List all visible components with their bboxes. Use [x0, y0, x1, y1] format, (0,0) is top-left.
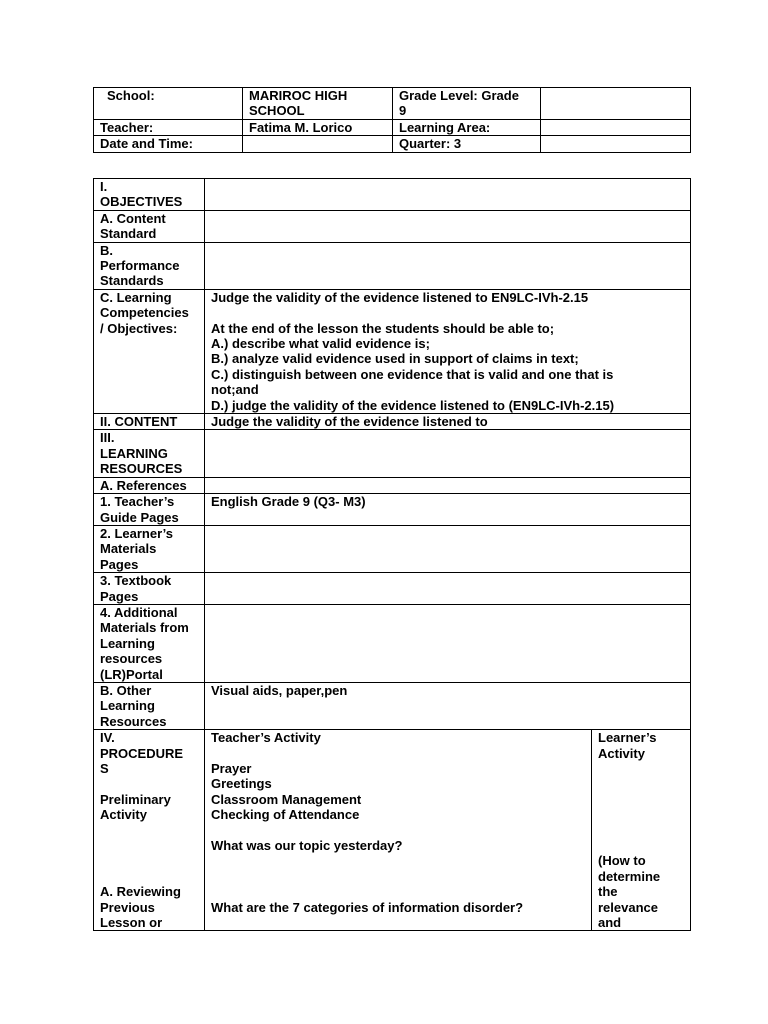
spacer [211, 853, 585, 868]
school-value-cell [243, 88, 393, 120]
learner-activity-heading: Activity [598, 745, 645, 761]
table-row [94, 414, 691, 430]
content-value-cell [205, 414, 691, 430]
table-row [94, 604, 691, 682]
learning-resources-label-cell [94, 430, 205, 477]
teacher-activity-question: What are the 7 categories of information disorder? [211, 899, 524, 915]
competencies-label-line: Competencies [100, 305, 189, 321]
preliminary-label-line: Activity [100, 807, 147, 823]
content-standard-value-cell [205, 210, 691, 242]
spacer [100, 869, 198, 884]
performance-standards-label-line: B. [100, 242, 113, 258]
spacer [211, 823, 585, 838]
learners-materials-value-cell [205, 525, 691, 572]
spacer [100, 823, 198, 838]
spacer [598, 792, 684, 807]
teachers-guide-label-line: 1. Teacher’s [100, 494, 175, 510]
table-row [94, 289, 691, 413]
textbook-pages-label-line: 3. Textbook [100, 573, 172, 589]
learner-activity-heading: Learner’s [598, 730, 657, 746]
learner-activity-answer: and [598, 914, 622, 930]
objectives-label-line: I. [100, 179, 108, 194]
learners-materials-label-line: Pages [100, 556, 139, 572]
content-standard-label-line: A. Content [100, 210, 166, 226]
performance-standards-label-cell [94, 242, 205, 289]
other-resources-value-cell [205, 682, 691, 729]
content-label: II. CONTENT [100, 414, 178, 430]
table-row [94, 430, 691, 477]
table-row [94, 494, 691, 526]
performance-standards-label-line: Performance [100, 258, 180, 274]
content-label-cell [94, 414, 205, 430]
references-label-cell [94, 477, 205, 493]
learners-materials-label-cell [94, 525, 205, 572]
table-row [94, 682, 691, 729]
competency-line: D.) judge the validity of the evidence listened to (EN9LC-IVh-2.15) [211, 397, 615, 413]
spacer [100, 853, 198, 868]
references-label: A. References [100, 477, 187, 493]
learning-area-cell [393, 120, 541, 136]
learning-resources-label-line: III. [100, 430, 115, 446]
learner-activity-cell [592, 730, 691, 931]
textbook-pages-label-line: Pages [100, 588, 139, 604]
header-blank-cell [541, 136, 691, 152]
school-value-line-1: MARIROC HIGH [249, 88, 348, 103]
other-resources-value: Visual aids, paper,pen [211, 682, 348, 698]
quarter-label: Quarter: 3 [399, 136, 462, 152]
learner-activity-answer: determine [598, 868, 661, 884]
learner-activity-answer: relevance [598, 899, 658, 915]
teacher-value-cell [243, 120, 393, 136]
competencies-label-line: C. Learning [100, 289, 172, 305]
content-value: Judge the validity of the evidence listened to [211, 414, 488, 430]
teacher-value: Fatima M. Lorico [249, 120, 353, 135]
learner-activity-answer: (How to [598, 853, 646, 869]
spacer [211, 884, 585, 899]
header-blank-cell [541, 120, 691, 136]
learning-resources-label-line: LEARNING [100, 445, 168, 461]
teachers-guide-value: English Grade 9 (Q3- M3) [211, 494, 366, 510]
date-time-label: Date and Time: [100, 136, 193, 152]
learners-materials-label-line: Materials [100, 541, 157, 557]
competencies-value-cell [205, 289, 691, 413]
content-standard-label-line: Standard [100, 226, 157, 242]
competency-line: B.) analyze valid evidence used in support of claims in text; [211, 351, 579, 367]
teachers-guide-label-cell [94, 494, 205, 526]
performance-standards-label-line: Standards [100, 273, 164, 289]
other-resources-label-line: B. Other [100, 682, 152, 698]
teacher-activity-cell [205, 730, 592, 931]
teacher-activity-item: Classroom Management [211, 791, 362, 807]
table-row [94, 477, 691, 493]
teacher-activity-question: What was our topic yesterday? [211, 838, 403, 854]
spacer [100, 776, 198, 791]
content-standard-label-cell [94, 210, 205, 242]
teacher-activity-item: Checking of Attendance [211, 807, 360, 823]
additional-materials-label-line: resources [100, 651, 163, 667]
additional-materials-label-line: 4. Additional [100, 604, 178, 620]
table-row [94, 242, 691, 289]
spacer [211, 869, 585, 884]
procedures-label-line: S [100, 761, 109, 777]
teacher-label-cell [94, 120, 243, 136]
references-value-cell [205, 477, 691, 493]
table-row [94, 730, 691, 931]
school-value-line-2: SCHOOL [249, 103, 305, 119]
competencies-label-cell [94, 289, 205, 413]
competency-line: C.) distinguish between one evidence that is valid and one that is [211, 366, 614, 382]
objectives-label-cell [94, 179, 205, 211]
objectives-label-line: OBJECTIVES [100, 194, 183, 210]
date-time-value-cell [243, 136, 393, 152]
procedures-label-line: IV. [100, 730, 115, 746]
reviewing-label-line: A. Reviewing [100, 884, 181, 900]
spacer [598, 823, 684, 838]
other-resources-label-cell [94, 682, 205, 729]
learning-resources-value-cell [205, 430, 691, 477]
additional-materials-label-line: Materials from [100, 620, 189, 636]
lesson-plan-table [93, 178, 691, 931]
teacher-activity-heading: Teacher’s Activity [211, 730, 321, 746]
table-row [94, 573, 691, 605]
grade-level-cell [393, 88, 541, 120]
teachers-guide-label-line: Guide Pages [100, 509, 179, 525]
teacher-activity-item: Greetings [211, 776, 272, 792]
spacer [598, 776, 684, 791]
competency-line: At the end of the lesson the students should be able to; [211, 320, 555, 336]
spacer [211, 305, 684, 320]
procedures-label-line: PROCEDURE [100, 745, 184, 761]
competency-line: A.) describe what valid evidence is; [211, 336, 430, 352]
quarter-cell [393, 136, 541, 152]
table-row [94, 179, 691, 211]
procedures-label-cell [94, 730, 205, 931]
teacher-activity-item: Prayer [211, 761, 252, 776]
preliminary-label-line: Preliminary [100, 791, 171, 807]
additional-materials-value-cell [205, 604, 691, 682]
table-row [94, 210, 691, 242]
additional-materials-label-cell [94, 604, 205, 682]
learning-resources-label-line: RESOURCES [100, 461, 183, 477]
spacer [598, 761, 684, 776]
textbook-pages-value-cell [205, 573, 691, 605]
learner-activity-answer: the [598, 884, 618, 900]
spacer [211, 746, 585, 761]
school-label-cell [94, 88, 243, 120]
additional-materials-label-line: Learning [100, 635, 155, 651]
teacher-label: Teacher: [100, 120, 154, 135]
spacer [598, 807, 684, 822]
school-label: School: [107, 88, 155, 103]
date-time-label-cell [94, 136, 243, 152]
spacer [100, 838, 198, 853]
competency-line: Judge the validity of the evidence listened to EN9LC-IVh-2.15 [211, 289, 589, 305]
performance-standards-value-cell [205, 242, 691, 289]
teachers-guide-value-cell [205, 494, 691, 526]
other-resources-label-line: Resources [100, 713, 167, 729]
textbook-pages-label-cell [94, 573, 205, 605]
competencies-label-line: / Objectives: [100, 320, 178, 336]
grade-level-line-1: Grade Level: Grade [399, 88, 519, 103]
reviewing-label-line: Lesson or [100, 915, 163, 930]
objectives-value-cell [205, 179, 691, 211]
other-resources-label-line: Learning [100, 698, 155, 714]
additional-materials-label-line: (LR)Portal [100, 666, 163, 682]
spacer [598, 838, 684, 853]
learning-area-label: Learning Area: [399, 120, 491, 135]
grade-level-line-2: 9 [399, 103, 407, 119]
learners-materials-label-line: 2. Learner’s [100, 525, 173, 541]
table-row [94, 525, 691, 572]
reviewing-label-line: Previous [100, 899, 155, 915]
competency-line: not;and [211, 382, 259, 398]
header-info-table [93, 87, 691, 153]
header-blank-cell [541, 88, 691, 120]
